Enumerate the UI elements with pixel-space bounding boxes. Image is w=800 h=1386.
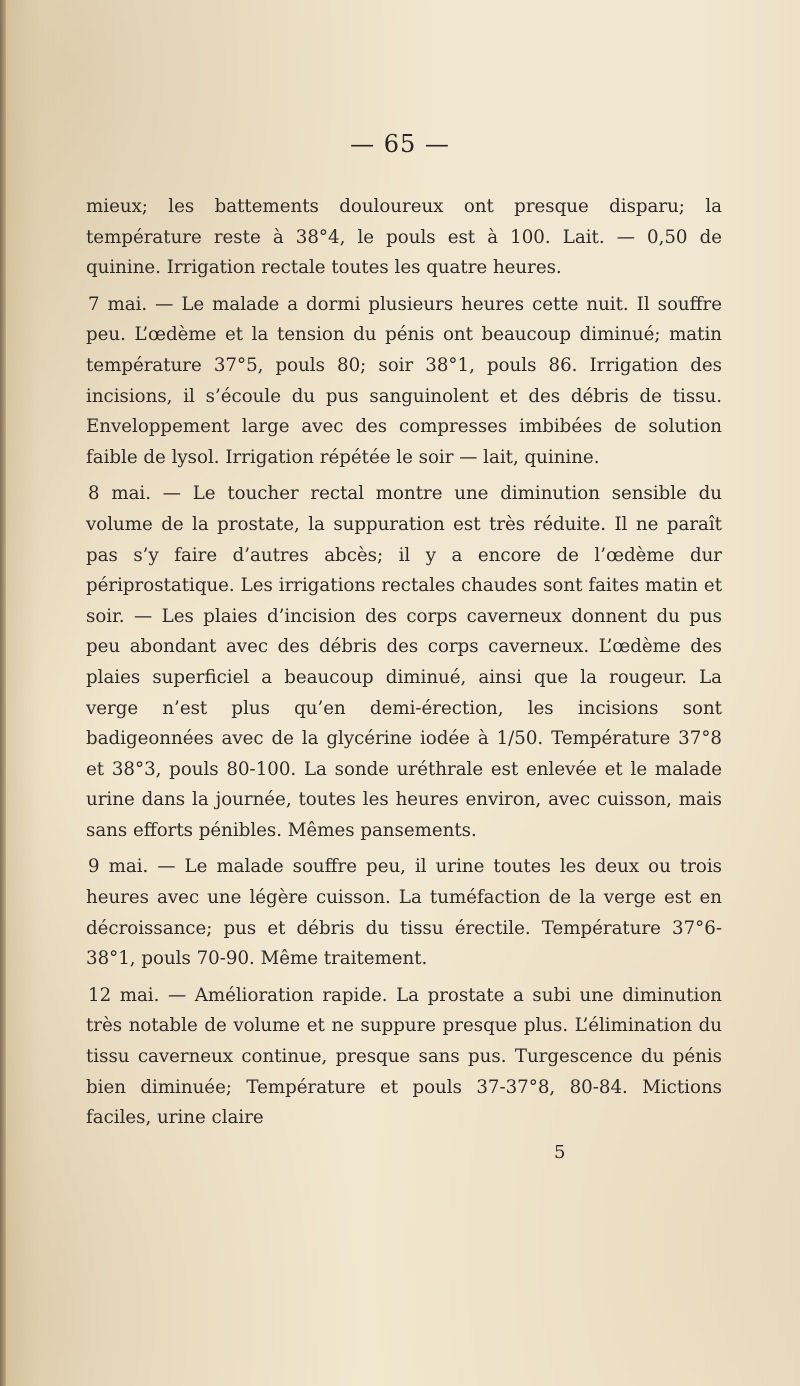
page-number-header: — 65 — <box>350 130 450 158</box>
paragraph-7-mai: 7 mai. — Le malade a dormi plusieurs heures cette nuit. Il souffre peu. L’œdème et la tension du pénis ont beaucoup diminué; matin température 37°5, pouls 80; soir 38°1, pouls 86. Irrigation des incisions, il s’écoule du pus sanguinolent et des débris de tissu. Enveloppement large avec des compresses imbibées de solution faible de lysol. Irrigation répétée le soir — lait, quinine. <box>86 293 722 468</box>
signature-mark: 5 <box>554 1142 566 1163</box>
paragraph-9-mai: 9 mai. — Le malade souffre peu, il urine toutes les deux ou trois heures avec une légère cuisson. La tuméfaction de la verge est en décroissance; pus et débris du tissu érectile. Température 37°6-38°1, pouls 70-90. Même traitement. <box>86 856 722 970</box>
paragraph-continuation: mieux; les battements douloureux ont presque disparu; la température reste à 38°4, le pouls est à 100. Lait. — 0,50 de quinine. Irrigation rectale toutes les quatre heures. <box>86 196 722 279</box>
paragraph-8-mai: 8 mai. — Le toucher rectal montre une diminution sensible du volume de la prostate, la suppuration est très réduite. Il ne paraît pas s’y faire d’autres abcès; il y a encore de l’œdème dur périprostatique. Les irrigations rectales chaudes sont faites matin et soir. — Les plaies d’incision des corps caverneux donnent du pus peu abondant avec des débris des corps caverneux. L’œdème des plaies superficiel a beaucoup diminué, ainsi que la rougeur. La verge n’est plus qu’en demi-érection, les incisions sont badigeonnées avec de la glycérine iodée à 1/50. Température 37°8 et 38°3, pouls 80-100. La sonde uréthrale est enlevée et le malade urine dans la journée, toutes les heures environ, avec cuisson, mais sans efforts pénibles. Mêmes pansements. <box>86 483 722 841</box>
paragraph-12-mai: 12 mai. — Amélioration rapide. La prostate a subi une diminution très notable de volume et ne suppure presque plus. L’élimination du tissu caverneux continue, presque sans pus. Turgescence du pénis bien diminuée; Température et pouls 37-37°8, 80-84. Mictions faciles, urine claire <box>86 984 722 1129</box>
page-binding-edge <box>0 0 6 1386</box>
body-text <box>86 192 722 1140</box>
